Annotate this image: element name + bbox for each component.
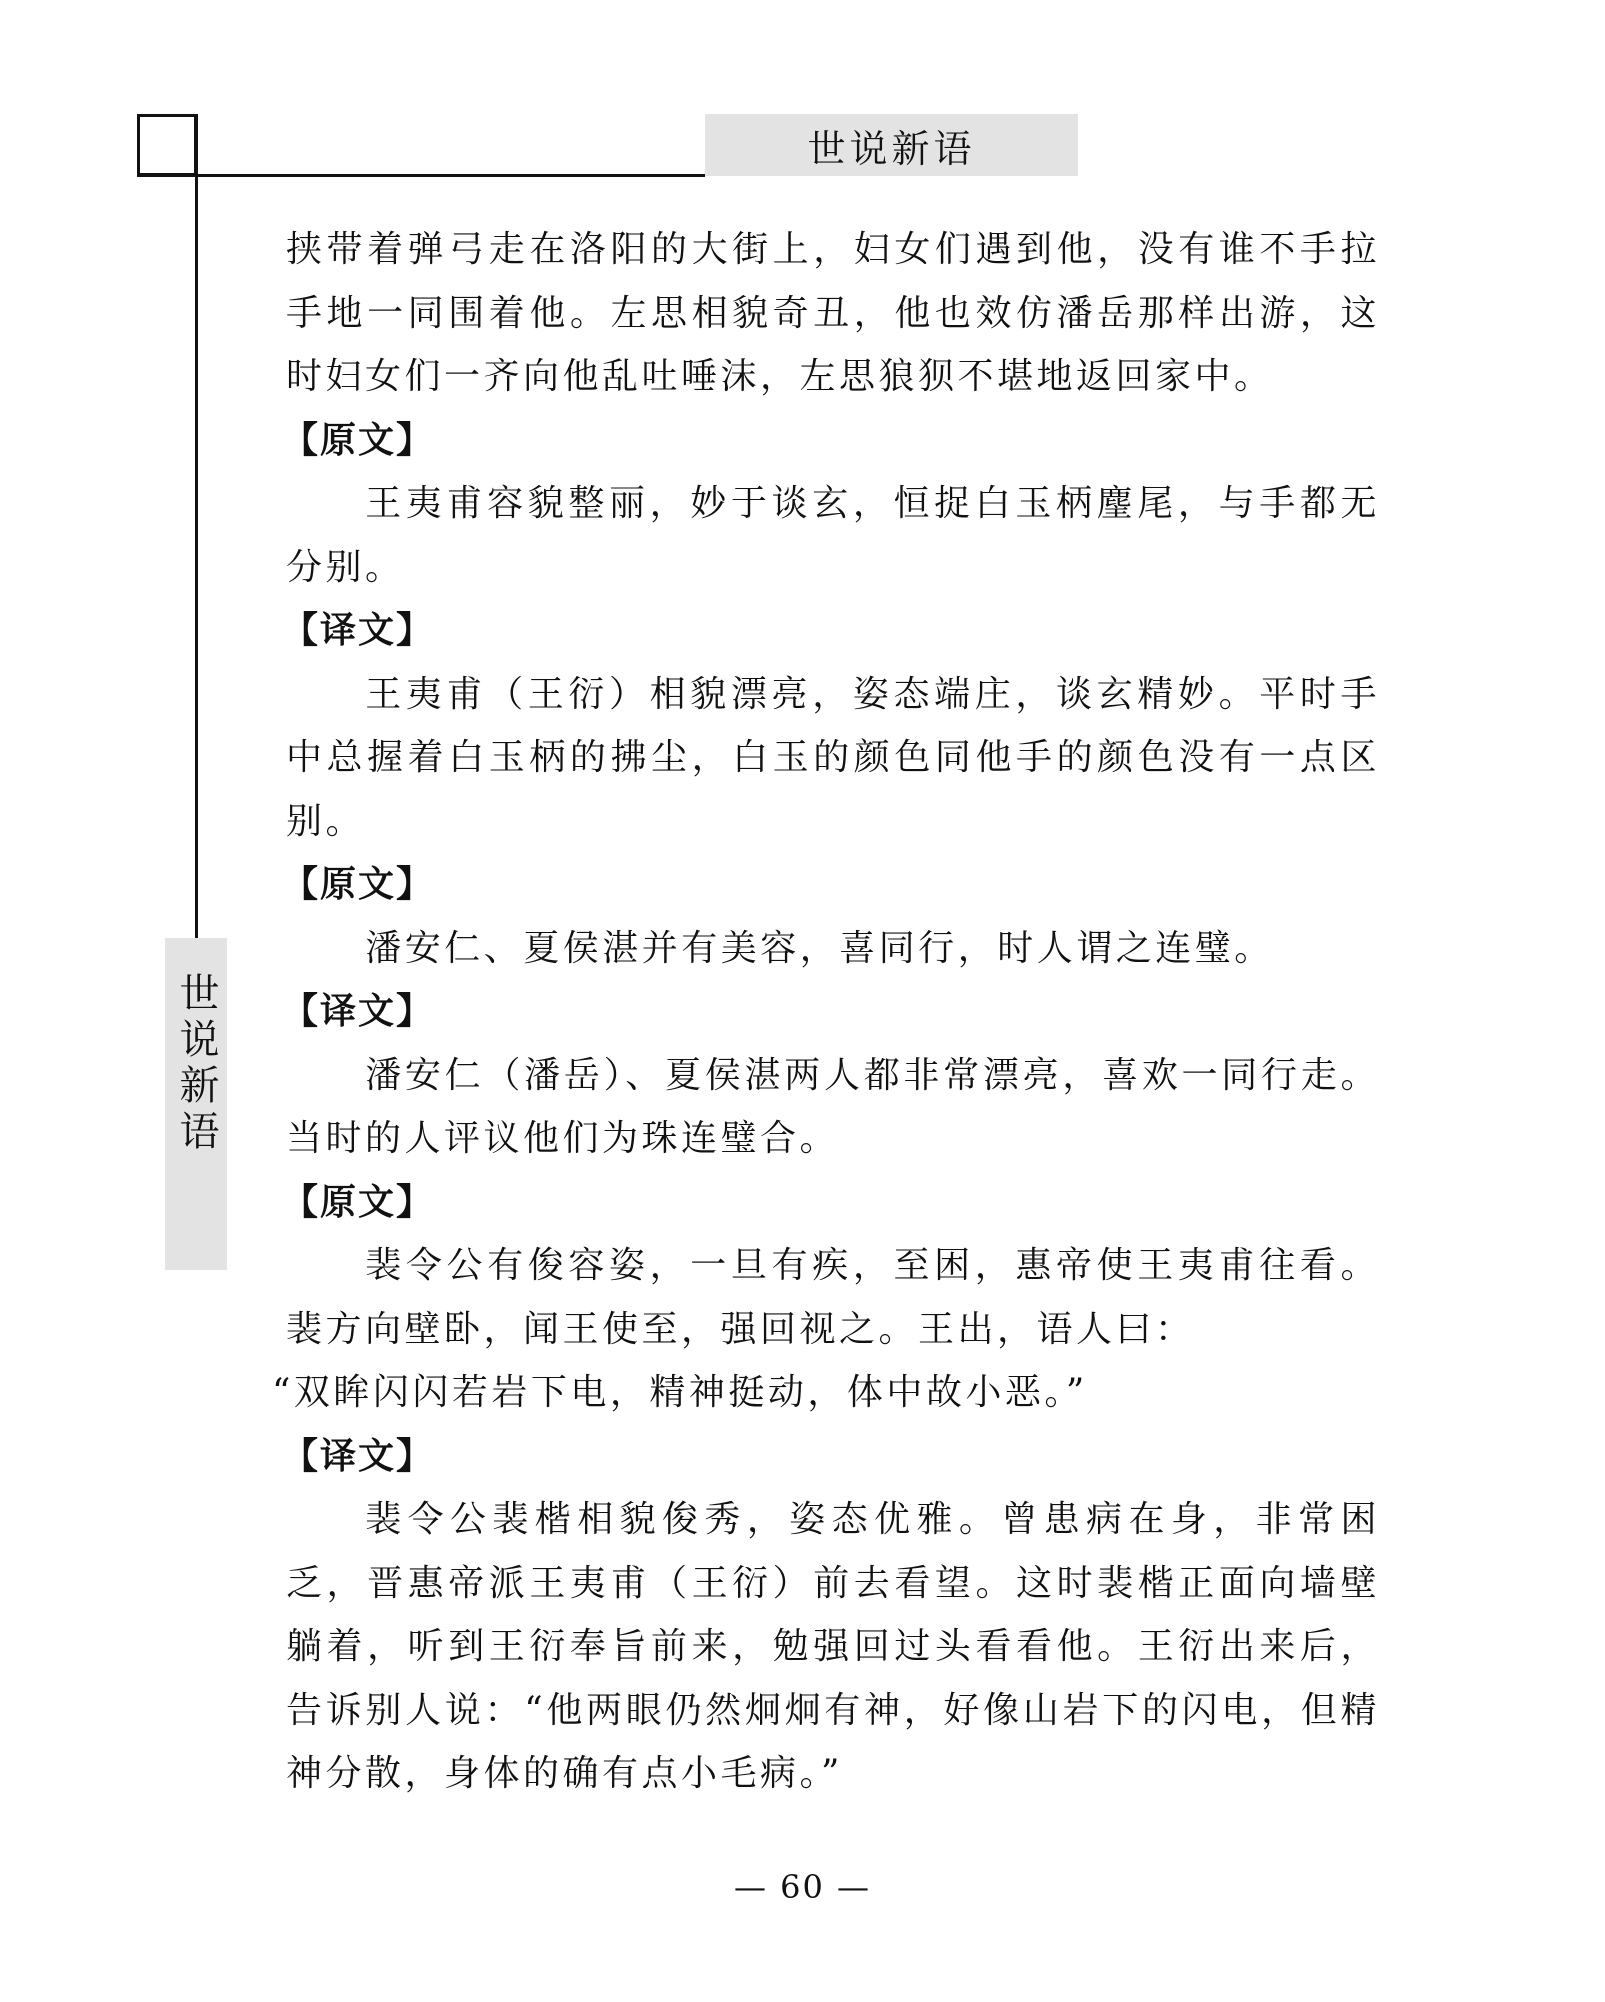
header-rule xyxy=(137,174,705,177)
section-heading-translation: 【译文】 xyxy=(282,1435,435,1477)
side-tab xyxy=(165,938,227,1270)
body-paragraph: 王夷甫（王衍）相貌漂亮，姿态端庄，谈玄精妙。平时手中总握着白玉柄的拂尘，白玉的颜色同他手的颜色没有一点区别。 xyxy=(286,673,1380,842)
margin-vertical-rule xyxy=(195,114,198,940)
running-header-title: 世说新语 xyxy=(807,126,976,171)
section-heading-translation: 【译文】 xyxy=(282,991,435,1032)
body-paragraph: 裴令公有俊容姿，一旦有疾，至困，惠帝使王夷甫往看。裴方向壁卧，闻王使至，强回视之。王出，语人曰： xyxy=(286,1245,1380,1350)
body-paragraph: 潘安仁、夏侯湛并有美容，喜同行，时人谓之连璧。 xyxy=(365,927,1274,969)
side-tab-label: 世说新语 xyxy=(173,972,219,1156)
body-quote-line: “双眸闪闪若岩下电，精神挺动，体中故小恶。” xyxy=(272,1372,1088,1413)
body-paragraph: 王夷甫容貌整丽，妙于谈玄，恒捉白玉柄麈尾，与手都无分别。 xyxy=(286,483,1380,588)
header-corner-box xyxy=(137,114,197,176)
page-body xyxy=(272,218,1380,1806)
section-heading-original: 【原文】 xyxy=(282,419,435,461)
body-paragraph: 潘安仁（潘岳）、夏侯湛两人都非常漂亮，喜欢一同行走。当时的人评议他们为珠连璧合。 xyxy=(286,1054,1380,1159)
section-heading-original: 【原文】 xyxy=(282,864,435,905)
section-heading-original: 【原文】 xyxy=(282,1181,435,1223)
body-paragraph: 裴令公裴楷相貌俊秀，姿态优雅。曾患病在身，非常困乏，晋惠帝派王夷甫（王衍）前去看望。这时裴楷正面向墙壁躺着，听到王衍奉旨前来，勉强回过头看看他。王衍出来后，告诉别人说：“他两眼仍然炯炯有神，好像山岩下的闪电，但精神分散，身体的确有点小毛病。” xyxy=(286,1499,1380,1794)
body-paragraph: 挟带着弹弓走在洛阳的大街上，妇女们遇到他，没有谁不手拉手地一同围着他。左思相貌奇丑，他也效仿潘岳那样出游，这时妇女们一齐向他乱吐唾沫，左思狼狈不堪地返回家中。 xyxy=(286,229,1380,397)
section-heading-translation: 【译文】 xyxy=(282,610,435,651)
running-header xyxy=(705,114,1078,176)
page-number: — 60 — xyxy=(733,1868,872,1906)
